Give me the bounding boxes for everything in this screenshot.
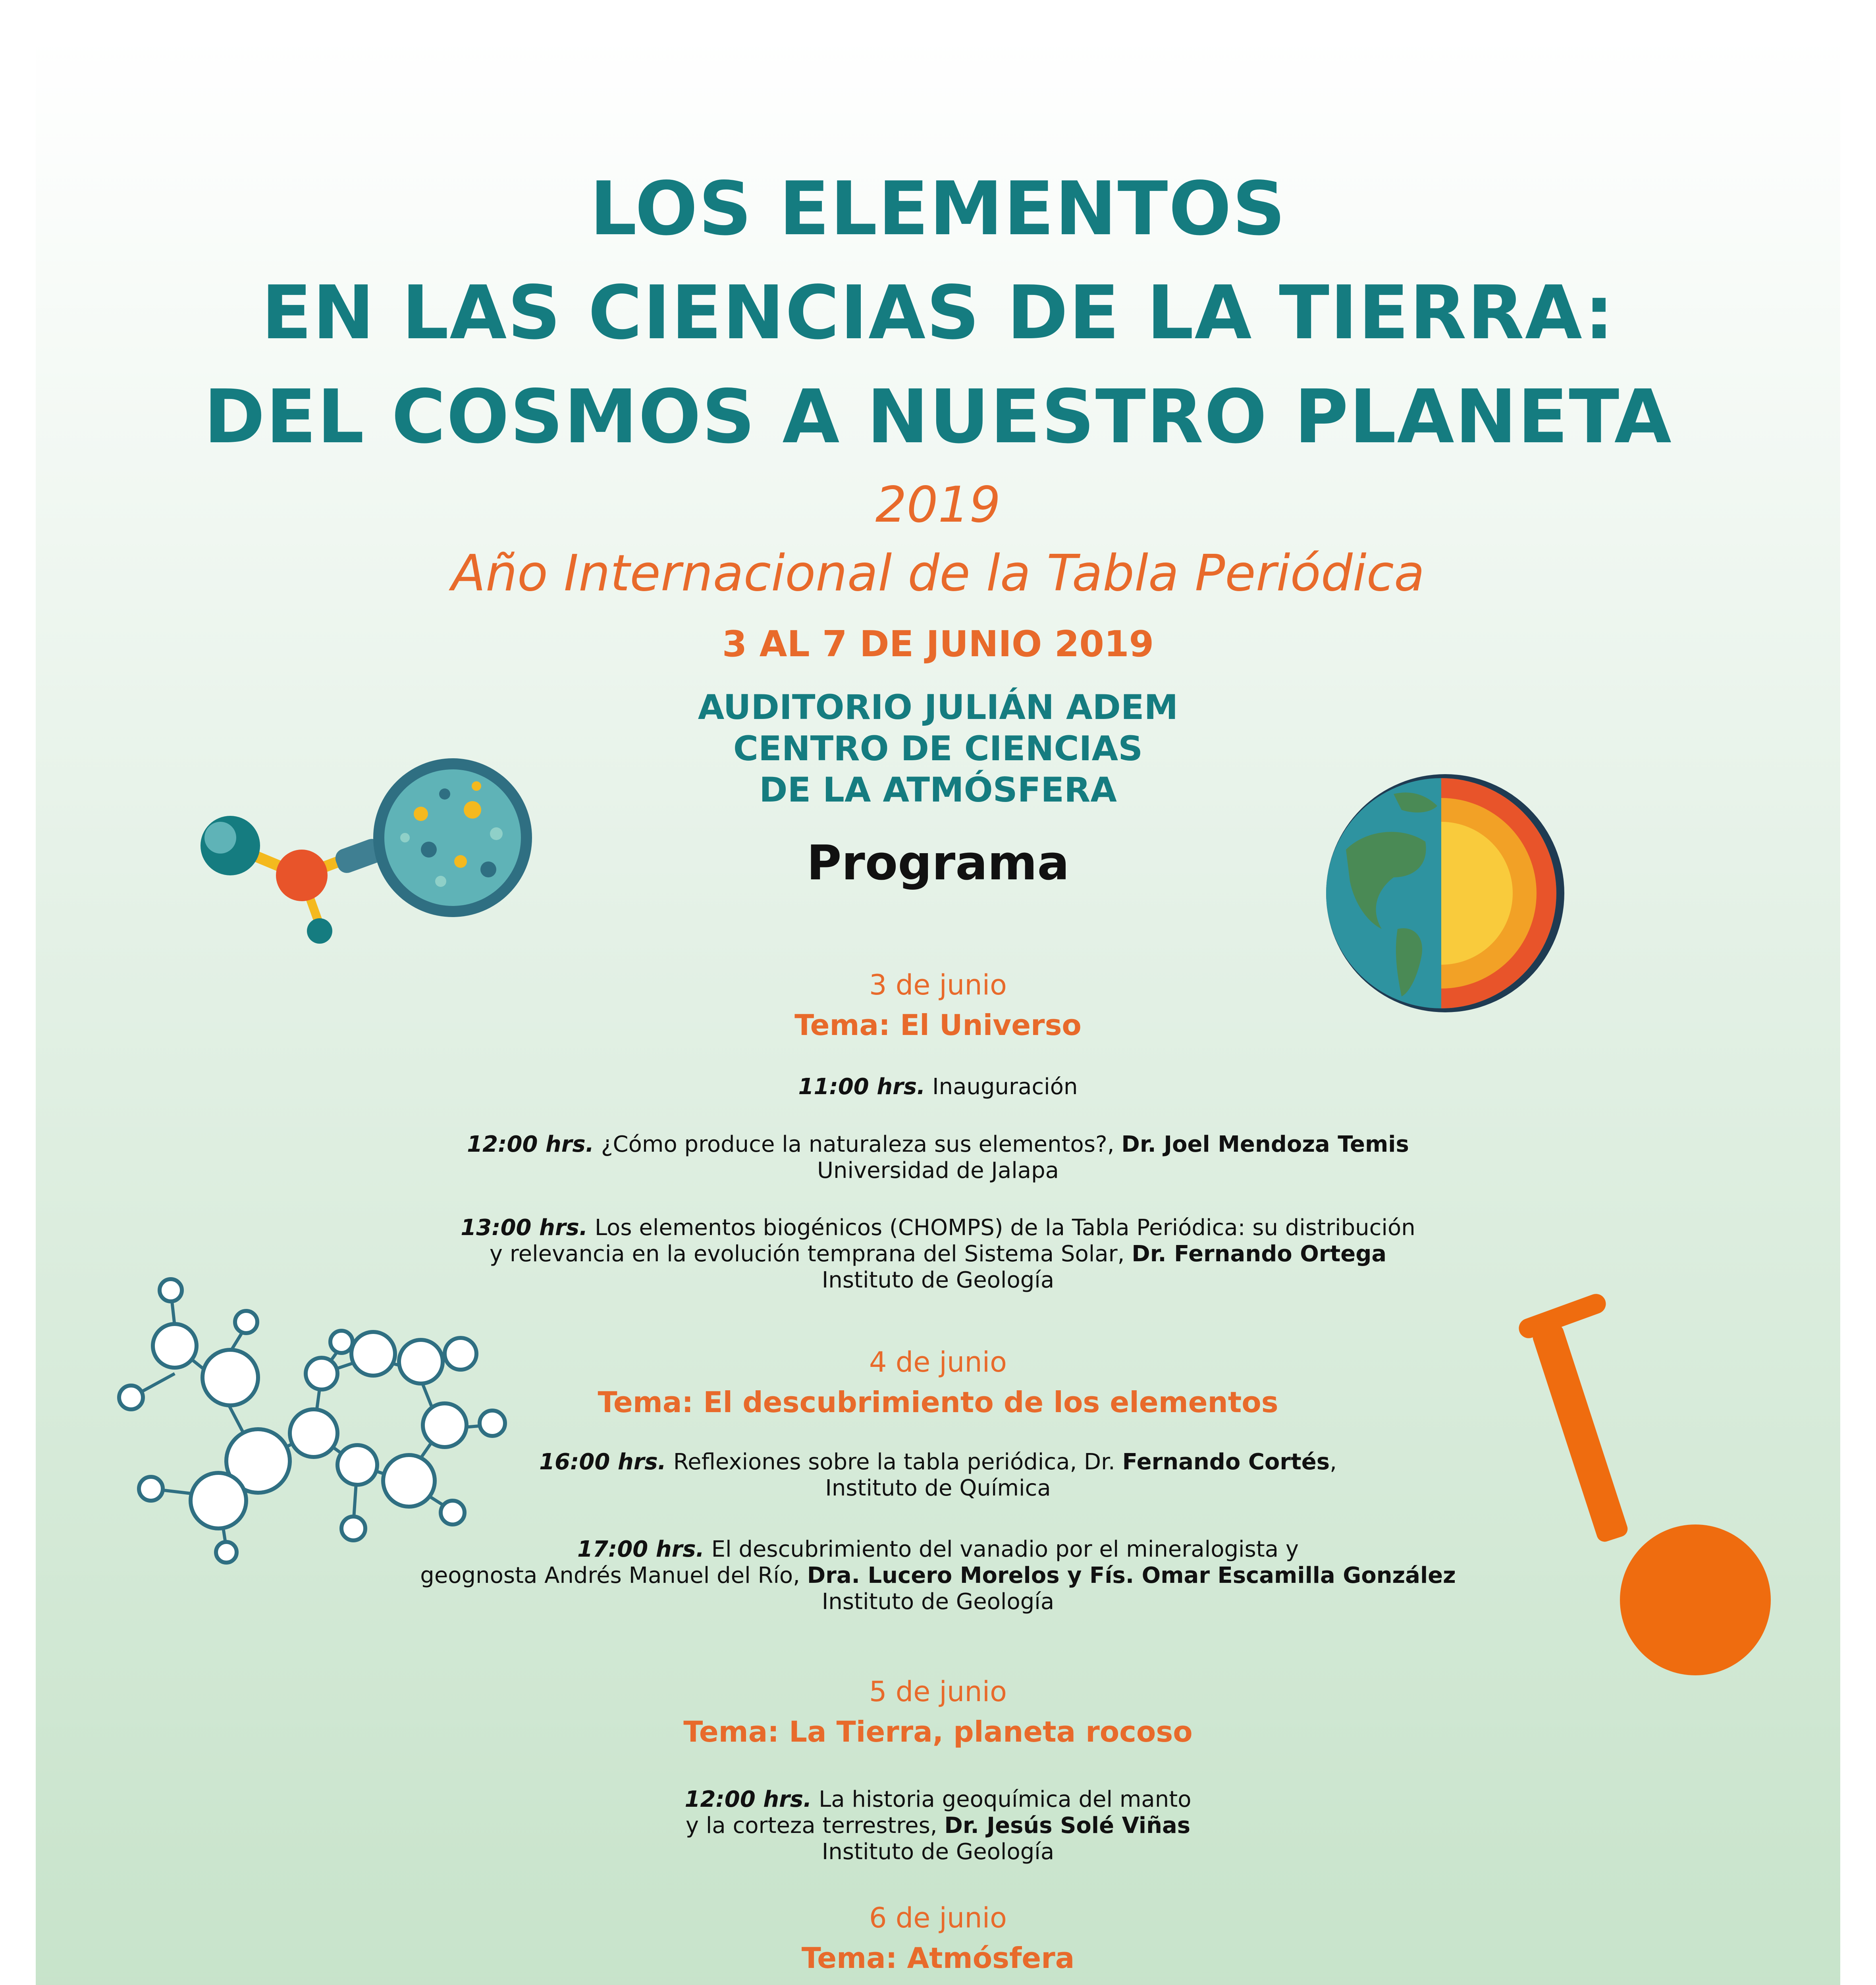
talk-line (36, 1786, 1840, 1813)
talk-text: Reflexiones sobre la tabla periódica, Dr. (666, 1449, 1122, 1475)
talk-text: Los elementos biogénicos (CHOMPS) de la Tabla Periódica: su distribución (588, 1215, 1415, 1241)
talk-text: El descubrimiento del vanadio por el mineralogista y (704, 1536, 1299, 1562)
day-date: 6 de junio (869, 1902, 1007, 1934)
subtitle: Año Internacional de la Tabla Periódica (451, 544, 1425, 602)
talk-text: Instituto de Química (825, 1475, 1051, 1501)
earth-core-icon (1322, 770, 1568, 1016)
talk-time: 11:00 hrs. (798, 1074, 925, 1100)
talk (36, 1786, 1840, 1865)
event-dates: 3 AL 7 DE JUNIO 2019 (722, 623, 1154, 665)
talk-text: ¿Cómo produce la naturaleza sus elementos?, (594, 1131, 1122, 1157)
talk-time: 12:00 hrs. (467, 1131, 594, 1157)
talk (36, 1074, 1840, 1100)
talk-text: Instituto de Geología (821, 1839, 1055, 1865)
day-date: 4 de junio (869, 1346, 1007, 1378)
talk-line (36, 1215, 1840, 1241)
talk-line (36, 1158, 1840, 1184)
talk-line (36, 1813, 1840, 1839)
speaker-name: Dra. Lucero Morelos y Fís. Omar Escamilla González (807, 1563, 1456, 1588)
talk-time: 13:00 hrs. (461, 1215, 588, 1241)
venue-line-1: AUDITORIO JULIÁN ADEM (698, 688, 1178, 727)
speaker-name: Fernando Cortés (1122, 1449, 1330, 1475)
talk-time: 17:00 hrs. (577, 1536, 704, 1562)
talk-text: , (1330, 1449, 1337, 1475)
day-theme: Tema: El Universo (794, 1008, 1082, 1042)
day-date: 3 de junio (869, 969, 1007, 1001)
microscope-icon (175, 1981, 532, 1985)
title-line-2: EN LAS CIENCIAS DE LA TIERRA: (261, 270, 1615, 356)
day-date: 5 de junio (869, 1675, 1007, 1708)
speaker-name: Dr. Fernando Ortega (1132, 1241, 1387, 1267)
molecule-structure-icon (115, 1274, 552, 1592)
talk-text: Universidad de Jalapa (817, 1158, 1059, 1183)
venue-line-2: CENTRO DE CIENCIAS (733, 729, 1143, 769)
talk-time: 16:00 hrs. (539, 1449, 666, 1475)
talk-text: Inauguración (925, 1074, 1078, 1100)
talk-text: y relevancia en la evolución temprana del Sistema Solar, (489, 1241, 1132, 1267)
talk-line (36, 1241, 1840, 1267)
molecule-magnifier-icon (183, 750, 588, 989)
day-theme: Tema: La Tierra, planeta rocoso (683, 1715, 1193, 1748)
talk-line (36, 1839, 1840, 1865)
talk-line (36, 1131, 1840, 1158)
day-theme: Tema: Atmósfera (801, 1941, 1075, 1975)
speaker-name: Dr. Jesús Solé Viñas (944, 1813, 1191, 1839)
talk-text: geognosta Andrés Manuel del Río, (420, 1563, 807, 1588)
talk-text: Instituto de Geología (821, 1267, 1055, 1293)
talk (36, 1131, 1840, 1184)
venue-line-3: DE LA ATMÓSFERA (759, 770, 1117, 810)
day-theme: Tema: El descubrimiento de los elementos (598, 1386, 1278, 1419)
talk-text: y la corteza terrestres, (685, 1813, 945, 1839)
speaker-name: Dr. Joel Mendoza Temis (1121, 1131, 1409, 1157)
talk-line (36, 1074, 1840, 1100)
talk-text: Instituto de Geología (821, 1589, 1055, 1615)
programa-heading: Programa (806, 836, 1070, 891)
title-line-1: LOS ELEMENTOS (590, 166, 1286, 252)
title-line-3: DEL COSMOS A NUESTRO PLANETA (204, 374, 1672, 460)
talk-time: 12:00 hrs. (684, 1786, 812, 1812)
poster (36, 36, 1840, 1985)
year: 2019 (875, 476, 1001, 534)
flask-icon (1505, 1290, 1783, 1679)
talk-text: La historia geoquímica del manto (812, 1786, 1192, 1812)
